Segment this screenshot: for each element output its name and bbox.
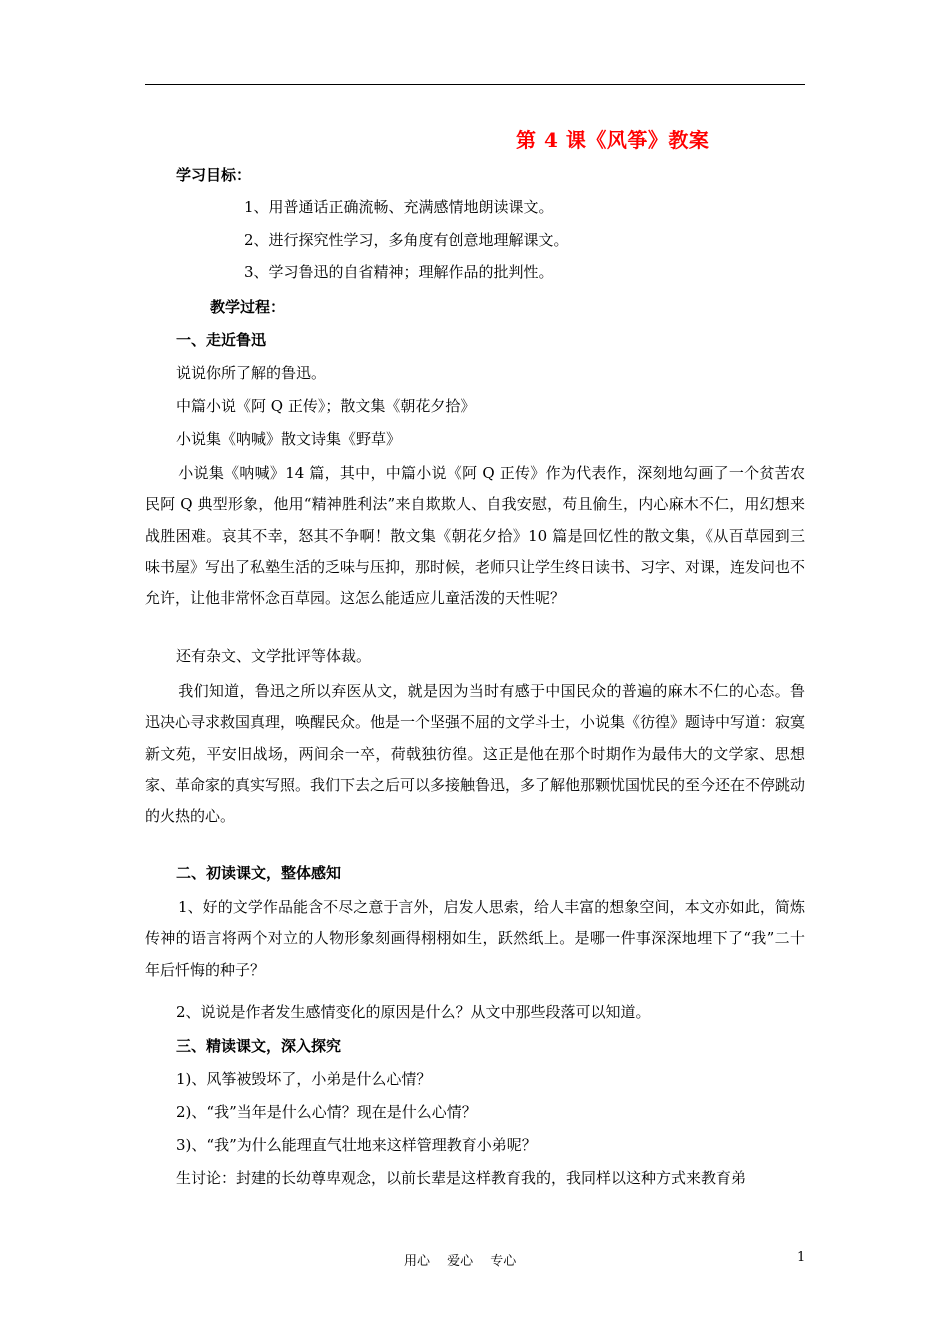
objective-item: 3、学习鲁迅的自省精神；理解作品的批判性。 [244,263,554,281]
text-line: 还有杂文、文学批评等体裁。 [176,647,372,665]
paragraph-text: 1、好的文学作品能含不尽之意于言外，启发人思索，给人丰富的想象空间，本文亦如此，简炼传神的语言将两个对立的人物形象刻画得栩栩如生，跃然纸上。是哪一件事深深地埋下了“我”二十年后忏悔的种子？ [145,898,805,979]
text-line: 生讨论：封建的长幼尊卑观念，以前长辈是这样教育我的，我同样以这种方式来教育弟 [176,1169,747,1187]
paragraph-text: 小说集《呐喊》14 篇，其中，中篇小说《阿 Q 正传》作为代表作，深刻地勾画了一个贫苦农民阿 Q 典型形象，他用“精神胜利法”来自欺欺人、自我安慰，苟且偷生，内心麻木不仁，用幻想来战胜困难。哀其不幸，怒其不争啊！散文集《朝花夕拾》10 篇是回忆性的散文集，《从百草园到三味书屋》写出了私塾生活的乏味与压抑，那时候，老师只让学生终日读书、习字、对课，连发问也不允许，让他非常怀念百草园。这怎么能适应儿童活泼的天性呢？ [145,464,806,608]
process-heading: 教学过程： [210,298,286,316]
page-number: 1 [797,1250,806,1265]
text-line: 1)、风筝被毁坏了，小弟是什么心情？ [176,1070,432,1088]
paragraph [145,458,805,614]
footer-motto: 用心 爱心 专心 [404,1254,517,1269]
text-line: 3)、“我”为什么能理直气壮地来这样管理教育小弟呢？ [176,1136,537,1154]
text-line: 小说集《呐喊》散文诗集《野草》 [176,430,402,448]
header-rule [145,84,805,85]
section-heading: 一、走近鲁迅 [176,331,267,349]
objective-item: 2、进行探究性学习，多角度有创意地理解课文。 [244,231,569,249]
document-title: 第 4 课《风筝》教案 [516,128,710,152]
text-line: 中篇小说《阿 Q 正传》；散文集《朝花夕拾》 [176,397,476,415]
text-line: 2)、“我”当年是什么心情？现在是什么心情？ [176,1103,477,1121]
paragraph [145,676,805,832]
text-line: 说说你所了解的鲁迅。 [176,364,327,382]
section-heading: 二、初读课文，整体感知 [176,864,342,882]
objectives-heading: 学习目标： [176,166,252,184]
text-line: 2、说说是作者发生感情变化的原因是什么？从文中那些段落可以知道。 [176,1003,651,1021]
section-heading: 三、精读课文，深入探究 [176,1037,342,1055]
paragraph [145,892,805,986]
objective-item: 1、用普通话正确流畅、充满感情地朗读课文。 [244,198,554,216]
paragraph-text: 我们知道，鲁迅之所以弃医从文，就是因为当时有感于中国民众的普遍的麻木不仁的心态。鲁迅决心寻求救国真理，唤醒民众。他是一个坚强不屈的文学斗士，小说集《彷徨》题诗中写道：寂寞新文苑，平安旧战场，两间余一卒，荷戟独彷徨。这正是他在那个时期作为最伟大的文学家、思想家、革命家的真实写照。我们下去之后可以多接触鲁迅，多了解他那颗忧国忧民的至今还在不停跳动的火热的心。 [145,682,806,826]
